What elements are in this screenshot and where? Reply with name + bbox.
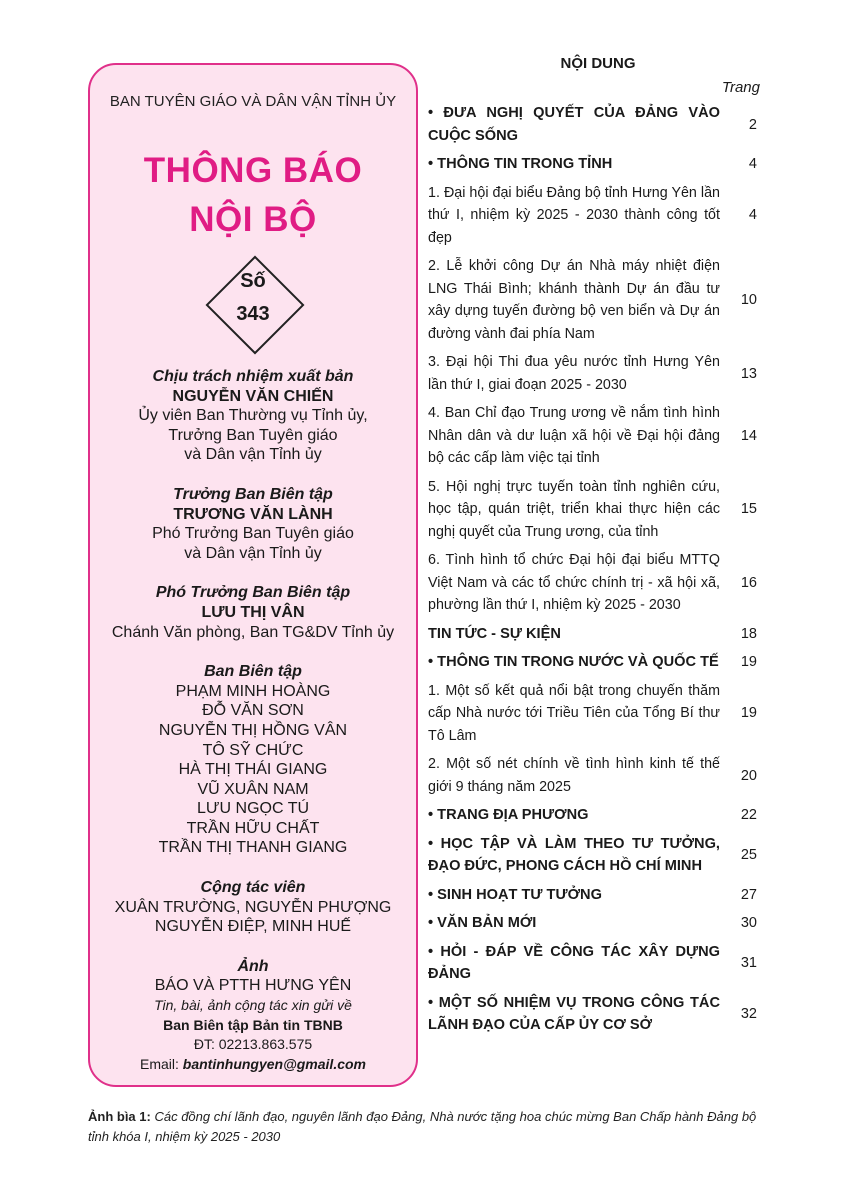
- editorial-board-role: Ban Biên tập: [204, 663, 302, 681]
- toc-entry-title: 1. Một số kết quả nổi bật trong chuyến thăm cấp Nhà nước tới Triều Tiên của Tổng Bí thư Tô Lâm: [428, 682, 720, 744]
- toc-entry-title: • VĂN BẢN MỚI: [428, 915, 537, 931]
- publication-title-line1: THÔNG BÁO: [143, 151, 363, 190]
- toc-entry-page: 13: [740, 365, 757, 382]
- toc-entry[interactable]: [428, 179, 760, 253]
- toc-entry[interactable]: [428, 938, 760, 989]
- toc-entry-page: 20: [740, 767, 757, 784]
- toc-entry-page: 15: [740, 501, 757, 518]
- toc-entry[interactable]: [428, 252, 760, 348]
- toc-entry[interactable]: [428, 881, 760, 910]
- publication-title-line2: NỘI BỘ: [189, 200, 317, 239]
- toc-entry-page: 4: [748, 207, 757, 224]
- editor-in-chief-desc: và Dân vận Tỉnh ủy: [184, 544, 322, 562]
- organization-name: BAN TUYÊN GIÁO VÀ DÂN VẬN TỈNH ỦY: [109, 93, 397, 110]
- toc-entry[interactable]: [428, 348, 760, 399]
- send-note: Tin, bài, ảnh cộng tác xin gửi về: [154, 997, 352, 1014]
- page-column-label: Trang: [721, 79, 760, 96]
- toc-entry-page: 32: [740, 1006, 757, 1022]
- issue-number: 343: [236, 303, 270, 325]
- board-member: VŨ XUÂN NAM: [197, 780, 309, 798]
- board-member: PHẠM MINH HOÀNG: [175, 682, 331, 700]
- photo-role: Ảnh: [237, 957, 269, 975]
- editor-in-chief-desc: Phó Trưởng Ban Tuyên giáo: [152, 525, 354, 543]
- toc-entry-page: 19: [740, 654, 757, 671]
- caption-text: Các đồng chí lãnh đạo, nguyên lãnh đạo Đảng, Nhà nước tặng hoa chúc mừng Ban Chấp hành Đảng bộ tỉnh khóa I, nhiệm kỳ 2025 - 2030: [88, 1109, 757, 1144]
- email-line: [90, 1055, 416, 1075]
- publisher-role: Chịu trách nhiệm xuất bản: [152, 368, 354, 385]
- toc-entry-page: 25: [740, 847, 757, 863]
- deputy-editor-name: LƯU THỊ VÂN: [201, 603, 305, 621]
- toc-entry-page: 22: [740, 807, 757, 824]
- board-member: TRẦN HỮU CHẤT: [186, 819, 320, 837]
- toc-entry[interactable]: [428, 677, 760, 751]
- toc-entry-title: • THÔNG TIN TRONG TỈNH: [428, 156, 613, 172]
- toc-entry[interactable]: [428, 830, 760, 881]
- toc-entry-page: 14: [740, 427, 757, 444]
- photo-source: BÁO VÀ PTTH HƯNG YÊN: [154, 977, 352, 995]
- toc-entry-title: • HỌC TẬP VÀ LÀM THEO TƯ TƯỞNG, ĐẠO ĐỨC, PHONG CÁCH HỒ CHÍ MINH: [428, 835, 720, 874]
- caption-label: Ảnh bìa 1:: [88, 1109, 151, 1124]
- email-label: Email:: [139, 1055, 179, 1072]
- toc-entry-title: 1. Đại hội đại biểu Đảng bộ tỉnh Hưng Yên lần thứ I, nhiệm kỳ 2025 - 2030 thành công tốt đẹp: [428, 184, 720, 246]
- publisher-name: NGUYỄN VĂN CHIẾN: [172, 387, 334, 405]
- toc-entry-title: • MỘT SỐ NHIỆM VỤ TRONG CÔNG TÁC LÃNH ĐẠO CỦA CẤP ỦY CƠ SỞ: [428, 994, 720, 1033]
- contributors-role: Cộng tác viên: [200, 879, 306, 897]
- editor-in-chief-role: Trưởng Ban Biên tập: [173, 485, 333, 503]
- toc-entry-page: 31: [740, 955, 757, 971]
- editor-in-chief-name: TRƯƠNG VĂN LÀNH: [173, 505, 333, 523]
- board-member: ĐỖ VĂN SƠN: [202, 702, 304, 720]
- toc-entry-page: 30: [740, 915, 757, 932]
- masthead-panel: [88, 63, 418, 1087]
- board-member: HÀ THỊ THÁI GIANG: [178, 761, 328, 779]
- phone-number: ĐT: 02213.863.575: [193, 1036, 313, 1053]
- toc-entry-title: 5. Hội nghị trực tuyến toàn tỉnh nghiên cứu, học tập, quán triệt, triển khai thực hiện các nghị quyết của Trung ương, của tỉnh: [428, 478, 720, 540]
- toc-entry-title: 2. Lễ khởi công Dự án Nhà máy nhiệt điện LNG Thái Bình; khánh thành Dự án đầu tư xây dựng tuyến đường bộ ven biển và Dự án đường vành đai phía Nam: [428, 258, 720, 342]
- toc-entry-page: 16: [740, 574, 757, 591]
- publisher-desc: Trưởng Ban Tuyên giáo: [168, 426, 338, 444]
- toc-entry-title: 3. Đại hội Thi đua yêu nước tỉnh Hưng Yên lần thứ I, giai đoạn 2025 - 2030: [428, 354, 720, 393]
- toc-entry[interactable]: [428, 801, 760, 830]
- toc-entry[interactable]: [428, 648, 760, 677]
- deputy-editor-role: Phó Trưởng Ban Biên tập: [155, 584, 351, 602]
- deputy-editor-desc: Chánh Văn phòng, Ban TG&DV Tỉnh ủy: [111, 623, 395, 641]
- contributors-line: XUÂN TRƯỜNG, NGUYỄN PHƯỢNG: [114, 898, 392, 916]
- toc-entry[interactable]: [428, 909, 760, 938]
- toc-entry[interactable]: [428, 99, 760, 150]
- board-member: TÔ SỸ CHỨC: [202, 741, 304, 759]
- toc-entry[interactable]: [428, 750, 760, 801]
- toc-entry[interactable]: [428, 620, 760, 649]
- email-address[interactable]: bantinhungyen@gmail.com: [182, 1055, 366, 1072]
- toc-entry-page: 18: [740, 625, 757, 642]
- issue-label: Số: [240, 270, 266, 292]
- send-to: Ban Biên tập Bản tin TBNB: [163, 1016, 343, 1033]
- credits-block: [90, 367, 416, 1074]
- toc-entry[interactable]: [428, 473, 760, 547]
- toc-entry-title: 6. Tình hình tổ chức Đại hội đại biểu MTTQ Việt Nam và các tổ chức chính trị - xã hội xã, phường lần thứ I, nhiệm kỳ 2025 - 2030: [428, 552, 720, 613]
- contributors-line: NGUYỄN ĐIỆP, MINH HUẾ: [154, 918, 352, 936]
- board-member: LƯU NGỌC TÚ: [196, 800, 310, 818]
- toc-entry-title: • HỎI - ĐÁP VỀ CÔNG TÁC XÂY DỰNG ĐẢNG: [428, 943, 720, 982]
- toc-entry-title: • TRANG ĐỊA PHƯƠNG: [428, 807, 589, 823]
- toc-entry-title: • THÔNG TIN TRONG NƯỚC VÀ QUỐC TẾ: [428, 654, 719, 670]
- contents-heading: NỘI DUNG: [560, 55, 636, 72]
- toc-entry[interactable]: [428, 546, 760, 620]
- table-of-contents: [428, 55, 760, 1040]
- board-member: TRẦN THỊ THANH GIANG: [158, 839, 348, 857]
- publisher-desc: Ủy viên Ban Thường vụ Tỉnh ủy,: [138, 407, 368, 425]
- toc-entry-title: TIN TỨC - SỰ KIỆN: [428, 625, 561, 642]
- board-member: NGUYỄN THỊ HỒNG VÂN: [158, 721, 348, 739]
- toc-entry-title: 4. Ban Chỉ đạo Trung ương về nắm tình hình Nhân dân và dư luận xã hội về Đại hội đảng bộ các cấp làm việc tại tỉnh: [428, 405, 720, 466]
- cover-caption: [88, 1107, 760, 1147]
- toc-entry-page: 2: [748, 116, 757, 133]
- toc-entry[interactable]: [428, 399, 760, 473]
- toc-entry[interactable]: [428, 989, 760, 1040]
- toc-entry[interactable]: [428, 150, 760, 179]
- toc-list: [428, 99, 760, 1040]
- toc-entry-page: 10: [740, 292, 757, 308]
- toc-entry-title: • ĐƯA NGHỊ QUYẾT CỦA ĐẢNG VÀO CUỘC SỐNG: [428, 105, 720, 144]
- toc-entry-page: 4: [748, 156, 757, 173]
- publisher-desc: và Dân vận Tỉnh ủy: [184, 446, 322, 464]
- toc-entry-page: 19: [740, 705, 757, 722]
- toc-entry-title: • SINH HOẠT TƯ TƯỞNG: [428, 886, 602, 903]
- toc-entry-page: 27: [740, 886, 757, 903]
- toc-entry-title: 2. Một số nét chính về tình hình kinh tế thế giới 9 tháng năm 2025: [428, 756, 720, 795]
